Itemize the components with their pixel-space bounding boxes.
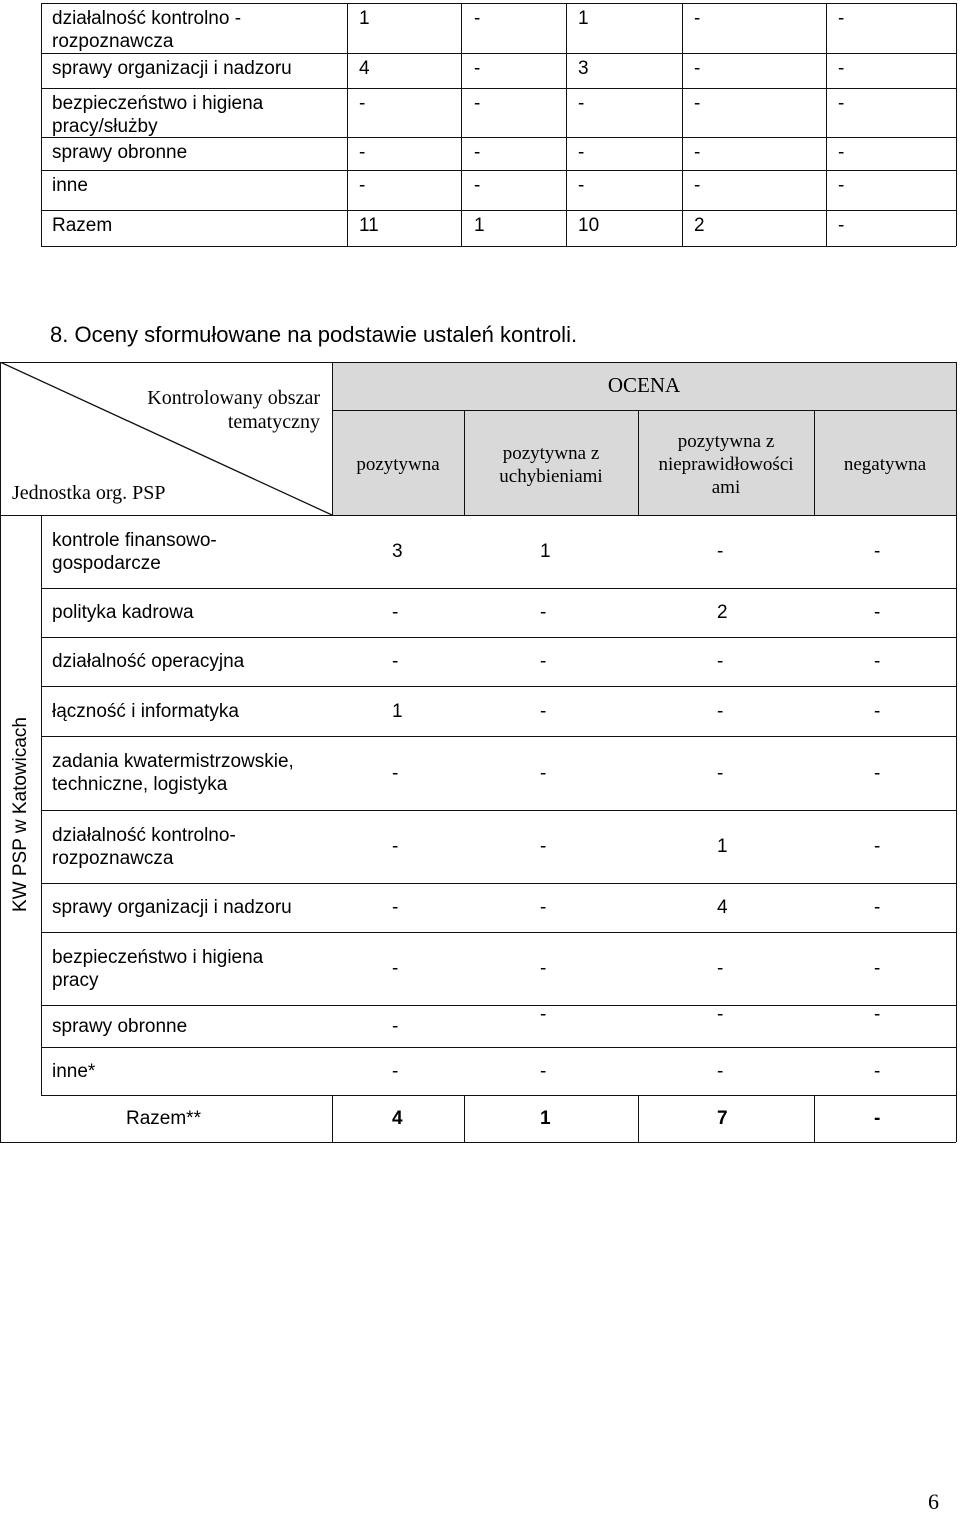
table-cell-value: - bbox=[578, 175, 585, 196]
table-cell-value: 1 bbox=[359, 8, 370, 29]
table-cell-label: inne bbox=[52, 175, 88, 196]
row-value: 1 bbox=[540, 541, 551, 562]
row-value: - bbox=[717, 1004, 724, 1025]
row-value: - bbox=[717, 958, 724, 979]
corner-bottom-label: Jednostka org. PSP bbox=[12, 482, 166, 504]
row-value: 2 bbox=[717, 602, 728, 623]
table-cell-value: - bbox=[694, 58, 701, 79]
table-cell-value: - bbox=[474, 175, 481, 196]
table-border bbox=[41, 810, 956, 811]
row-value: 4 bbox=[717, 897, 728, 918]
row-value: - bbox=[717, 762, 724, 784]
column-header: pozytywna bbox=[356, 454, 440, 475]
row-value: - bbox=[540, 1060, 547, 1082]
table-border bbox=[332, 410, 956, 411]
table-border bbox=[41, 883, 956, 884]
ocena-label: OCENA bbox=[607, 373, 681, 397]
table-cell-value: - bbox=[578, 93, 585, 114]
table-cell-value: - bbox=[694, 93, 701, 114]
table-cell-value: - bbox=[474, 8, 481, 29]
column-header: pozytywna z uchybieniami bbox=[499, 442, 603, 487]
table-border bbox=[41, 686, 956, 687]
column-header: negatywna bbox=[843, 454, 927, 475]
table-border bbox=[956, 362, 957, 1142]
table-cell-value: - bbox=[359, 142, 366, 163]
table-cell-value: - bbox=[578, 142, 585, 163]
table-cell-value: - bbox=[838, 175, 845, 196]
row-value: - bbox=[874, 602, 881, 623]
row-label: działalność kontrolno- rozpoznawcza bbox=[52, 824, 236, 869]
row-label: sprawy obronne bbox=[52, 1015, 188, 1037]
row-value: - bbox=[392, 762, 399, 784]
row-value: - bbox=[717, 651, 724, 672]
table-border bbox=[41, 1095, 956, 1096]
section-heading: 8. Oceny sformułowane na podstawie ustaleń kontroli. bbox=[50, 322, 578, 347]
table-border bbox=[464, 1095, 465, 1142]
table-border bbox=[41, 515, 42, 1095]
row-value: - bbox=[874, 1004, 881, 1025]
row-value: - bbox=[392, 897, 399, 918]
row-value: - bbox=[540, 651, 547, 672]
table-border bbox=[41, 736, 956, 737]
row-value: - bbox=[874, 762, 881, 784]
total-value: 4 bbox=[392, 1108, 403, 1129]
row-value: - bbox=[717, 700, 724, 722]
row-value: - bbox=[392, 1015, 399, 1037]
row-value: 1 bbox=[717, 836, 728, 857]
total-value: - bbox=[874, 1108, 881, 1129]
row-value: - bbox=[540, 602, 547, 623]
table-cell-value: - bbox=[838, 142, 845, 163]
table-cell-value: - bbox=[838, 215, 845, 236]
unit-label: KW PSP w Katowicach bbox=[10, 716, 31, 912]
table-cell-value: - bbox=[694, 8, 701, 29]
total-value: 1 bbox=[540, 1108, 551, 1129]
column-header: pozytywna z nieprawidłowości ami bbox=[658, 431, 794, 498]
table-border bbox=[41, 1047, 956, 1048]
table-cell-value: 1 bbox=[578, 8, 589, 29]
row-value: - bbox=[540, 836, 547, 857]
row-value: - bbox=[540, 762, 547, 784]
corner-top-label: Kontrolowany obszar tematyczny bbox=[147, 387, 320, 433]
table-border bbox=[41, 588, 956, 589]
table-cell-value: 10 bbox=[578, 215, 600, 236]
table-cell-label: bezpieczeństwo i higiena pracy/służby bbox=[52, 93, 264, 137]
row-value: - bbox=[392, 958, 399, 979]
row-value: - bbox=[874, 1060, 881, 1082]
row-label: polityka kadrowa bbox=[52, 602, 194, 623]
row-value: 1 bbox=[392, 700, 403, 722]
table-border bbox=[41, 637, 956, 638]
row-value: - bbox=[874, 836, 881, 857]
row-value: - bbox=[392, 602, 399, 623]
row-value: - bbox=[874, 651, 881, 672]
table-cell-label: Razem bbox=[52, 215, 113, 236]
page-number: 6 bbox=[928, 1489, 939, 1514]
row-label: kontrole finansowo- gospodarcze bbox=[52, 529, 217, 574]
row-label: bezpieczeństwo i higiena pracy bbox=[52, 946, 264, 991]
row-value: - bbox=[540, 958, 547, 979]
row-label: działalność operacyjna bbox=[52, 651, 245, 672]
table-border bbox=[41, 932, 956, 933]
row-label: sprawy organizacji i nadzoru bbox=[52, 897, 292, 918]
table-border bbox=[0, 515, 956, 516]
table-border bbox=[814, 1095, 815, 1142]
table-border bbox=[41, 1005, 956, 1006]
table-cell-value: 1 bbox=[474, 215, 485, 236]
row-value: - bbox=[874, 897, 881, 918]
table-cell-value: 3 bbox=[578, 58, 589, 79]
table-cell-value: 4 bbox=[359, 58, 370, 79]
table-cell-value: - bbox=[694, 142, 701, 163]
table-cell-value: - bbox=[359, 175, 366, 196]
row-value: - bbox=[392, 1060, 399, 1082]
table-cell-value: - bbox=[474, 58, 481, 79]
table-cell-value: 2 bbox=[694, 215, 705, 236]
row-value: - bbox=[392, 651, 399, 672]
row-value: - bbox=[874, 541, 881, 562]
row-value: - bbox=[717, 1060, 724, 1082]
row-label: łączność i informatyka bbox=[52, 700, 239, 722]
table-border bbox=[332, 1095, 333, 1142]
row-value: - bbox=[717, 541, 724, 562]
table-cell-value: 11 bbox=[359, 215, 379, 236]
table-border bbox=[638, 1095, 639, 1142]
table-cell-label: sprawy organizacji i nadzoru bbox=[52, 58, 292, 79]
table-cell-value: - bbox=[838, 8, 845, 29]
table-cell-value: - bbox=[694, 175, 701, 196]
table-border bbox=[0, 1142, 956, 1143]
table-cell-value: - bbox=[838, 93, 845, 114]
row-value: - bbox=[540, 700, 547, 722]
row-value: - bbox=[540, 897, 547, 918]
total-value: 7 bbox=[717, 1108, 728, 1129]
table-cell-value: - bbox=[474, 142, 481, 163]
row-label: zadania kwatermistrzowskie, techniczne, logistyka bbox=[52, 751, 294, 795]
row-value: - bbox=[874, 958, 881, 979]
row-value: - bbox=[392, 836, 399, 857]
row-value: - bbox=[874, 700, 881, 722]
row-value: - bbox=[540, 1004, 547, 1025]
table-cell-value: - bbox=[838, 58, 845, 79]
row-value: 3 bbox=[392, 541, 403, 562]
table-cell-label: działalność kontrolno - rozpoznawcza bbox=[52, 8, 242, 52]
table-cell-label: sprawy obronne bbox=[52, 142, 188, 163]
row-label: inne* bbox=[52, 1060, 96, 1082]
table-cell-value: - bbox=[359, 93, 366, 114]
total-label: Razem** bbox=[126, 1108, 201, 1129]
table-cell-value: - bbox=[474, 93, 481, 114]
